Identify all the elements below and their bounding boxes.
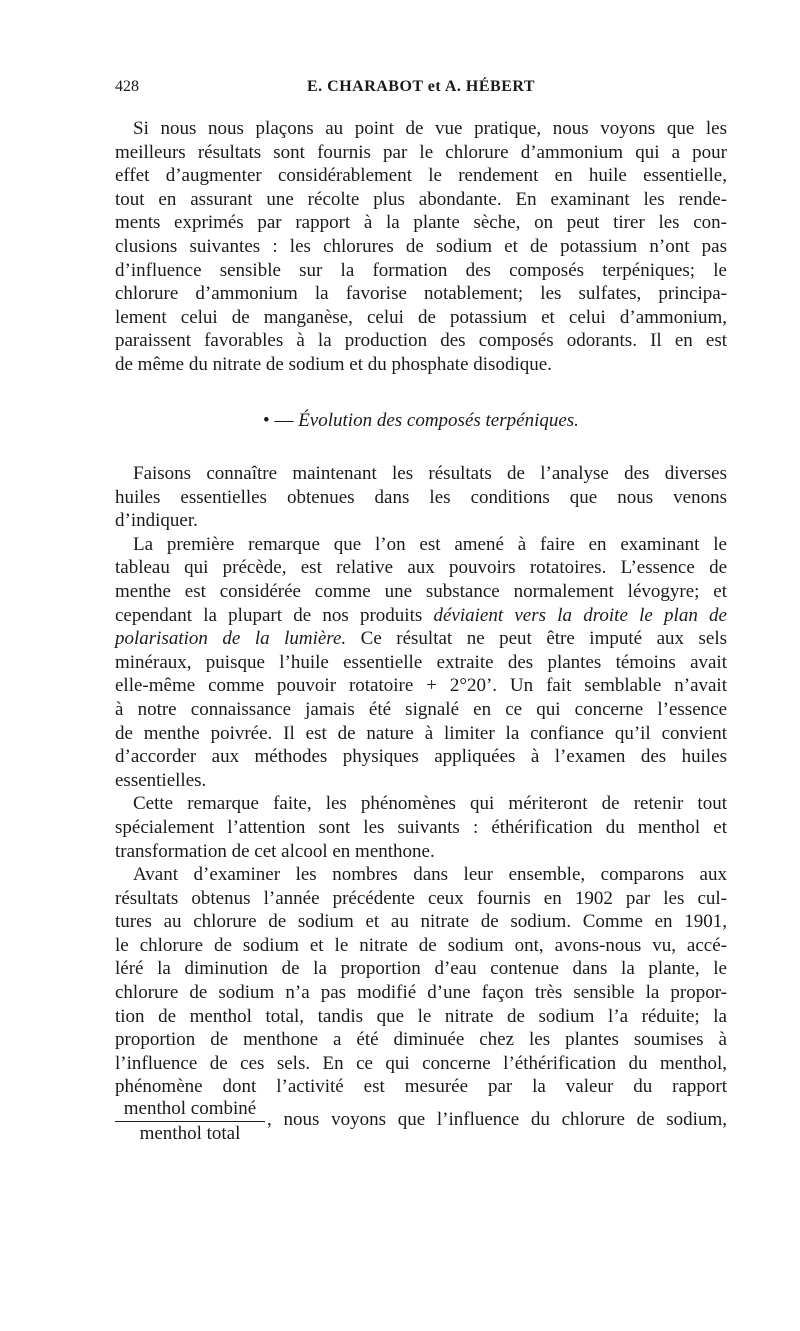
text-line: d’indiquer. [115,510,198,532]
text-line: Faisons connaître maintenant les résultats de l’analyse des diverses [133,463,727,484]
text-run: Ce résultat ne peut être imputé aux sels [346,628,727,650]
text-line: huiles essentielles obtenues dans les conditions que nous venons [115,486,727,508]
text-line: Si nous nous plaçons au point de vue pratique, nous voyons que les [133,118,727,139]
text-line: l’influence de ces sels. En ce qui concerne l’éthérification du menthol, [115,1052,727,1074]
text-line: essentielles. [115,769,207,791]
fraction-following-text: , nous voyons que l’influence du chlorure de sodium, [267,1109,727,1130]
text-line: d’influence sensible sur la formation des composés terpéniques; le [115,259,727,281]
text-line: lement celui de manganèse, celui de potassium et celui d’ammonium, [115,306,727,328]
italic-run: polarisation de la lumière. [115,628,347,650]
text-line: meilleurs résultats sont fournis par le chlorure d’ammonium qui a pour [115,141,727,163]
text-line: clusions suivantes : les chlorures de sodium et de potassium n’ont pas [115,235,727,257]
section-heading-prefix: • — [263,410,294,431]
text-line: Cette remarque faite, les phénomènes qui mériteront de retenir tout [133,793,727,815]
text-line: transformation de cet alcool en menthone. [115,840,435,862]
text-line: paraissent favorables à la production des composés odorants. Il en est [115,330,727,352]
text-line: tout en assurant une récolte plus abondante. En examinant les rende- [115,188,727,210]
text-line: chlorure d’ammonium la favorise notablement; les sulfates, principa- [115,283,727,305]
text-line [115,604,727,628]
ratio-fraction [115,1098,265,1145]
text-line: tableau qui précède, est relative aux pouvoirs rotatoires. L’essence de [115,557,727,579]
text-line: elle-même comme pouvoir rotatoire + 2°20’. Un fait semblable n’avait [115,675,727,697]
text-line: minéraux, puisque l’huile essentielle extraite des plantes témoins avait [115,651,727,673]
text-line: résultats obtenus l’année précédente ceux fournis en 1902 par les cul- [115,887,727,909]
text-line: menthe est considérée comme une substance normalement lévogyre; et [115,580,727,602]
text-line: phénomène dont l’activité est mesurée par la valeur du rapport [115,1076,727,1098]
fraction-bar [115,1121,265,1122]
text-line: effet d’augmenter considérablement le rendement en huile essentielle, [115,165,727,187]
text-line: ments exprimés par rapport à la plante sèche, on peut tirer les con- [115,212,727,234]
text-line: La première remarque que l’on est amené à faire en examinant le [133,533,727,555]
text-line: tures au chlorure de sodium et au nitrate de sodium. Comme en 1901, [115,911,727,933]
text-run: cependant la plupart de nos produits [115,604,434,626]
text-line: de menthe poivrée. Il est de nature à limiter la confiance qu’il convient [115,722,727,744]
italic-run: déviaient vers la droite le plan de [433,604,727,626]
fraction-line [115,1098,727,1148]
text-line [115,627,727,651]
text-line: à notre connaissance jamais été signalé en ce qui concerne l’essence [115,698,727,720]
fraction-numerator: menthol combiné [123,1098,257,1119]
paragraph-block-evolution [115,462,727,1099]
page-header [115,78,727,102]
text-line: de même du nitrate de sodium et du phosphate disodique. [115,353,552,375]
text-line: Avant d’examiner les nombres dans leur ensemble, comparons aux [133,864,727,886]
section-heading-title: Évolution des composés terpéniques. [298,410,579,431]
text-line: d’accorder aux méthodes physiques appliquées à l’examen des huiles [115,746,727,768]
page-number: 428 [115,78,139,95]
text-line: le chlorure de sodium et le nitrate de sodium ont, avons-nous vu, accé- [115,934,727,956]
text-line: léré la diminution de la proportion d’eau contenue dans la plante, le [115,958,727,980]
fraction-denominator: menthol total [139,1123,241,1144]
text-line: chlorure de sodium n’a pas modifié d’une façon très sensible la propor- [115,982,727,1004]
section-heading [115,410,727,432]
text-line: proportion de menthone a été diminuée chez les plantes soumises à [115,1029,727,1051]
text-line: tion de menthol total, tandis que le nitrate de sodium l’a réduite; la [115,1005,727,1027]
running-head: E. CHARABOT et A. HÉBERT [306,78,536,95]
text-line: spécialement l’attention sont les suivants : éthérification du menthol et [115,816,727,838]
paragraph-conclusions [115,117,727,377]
